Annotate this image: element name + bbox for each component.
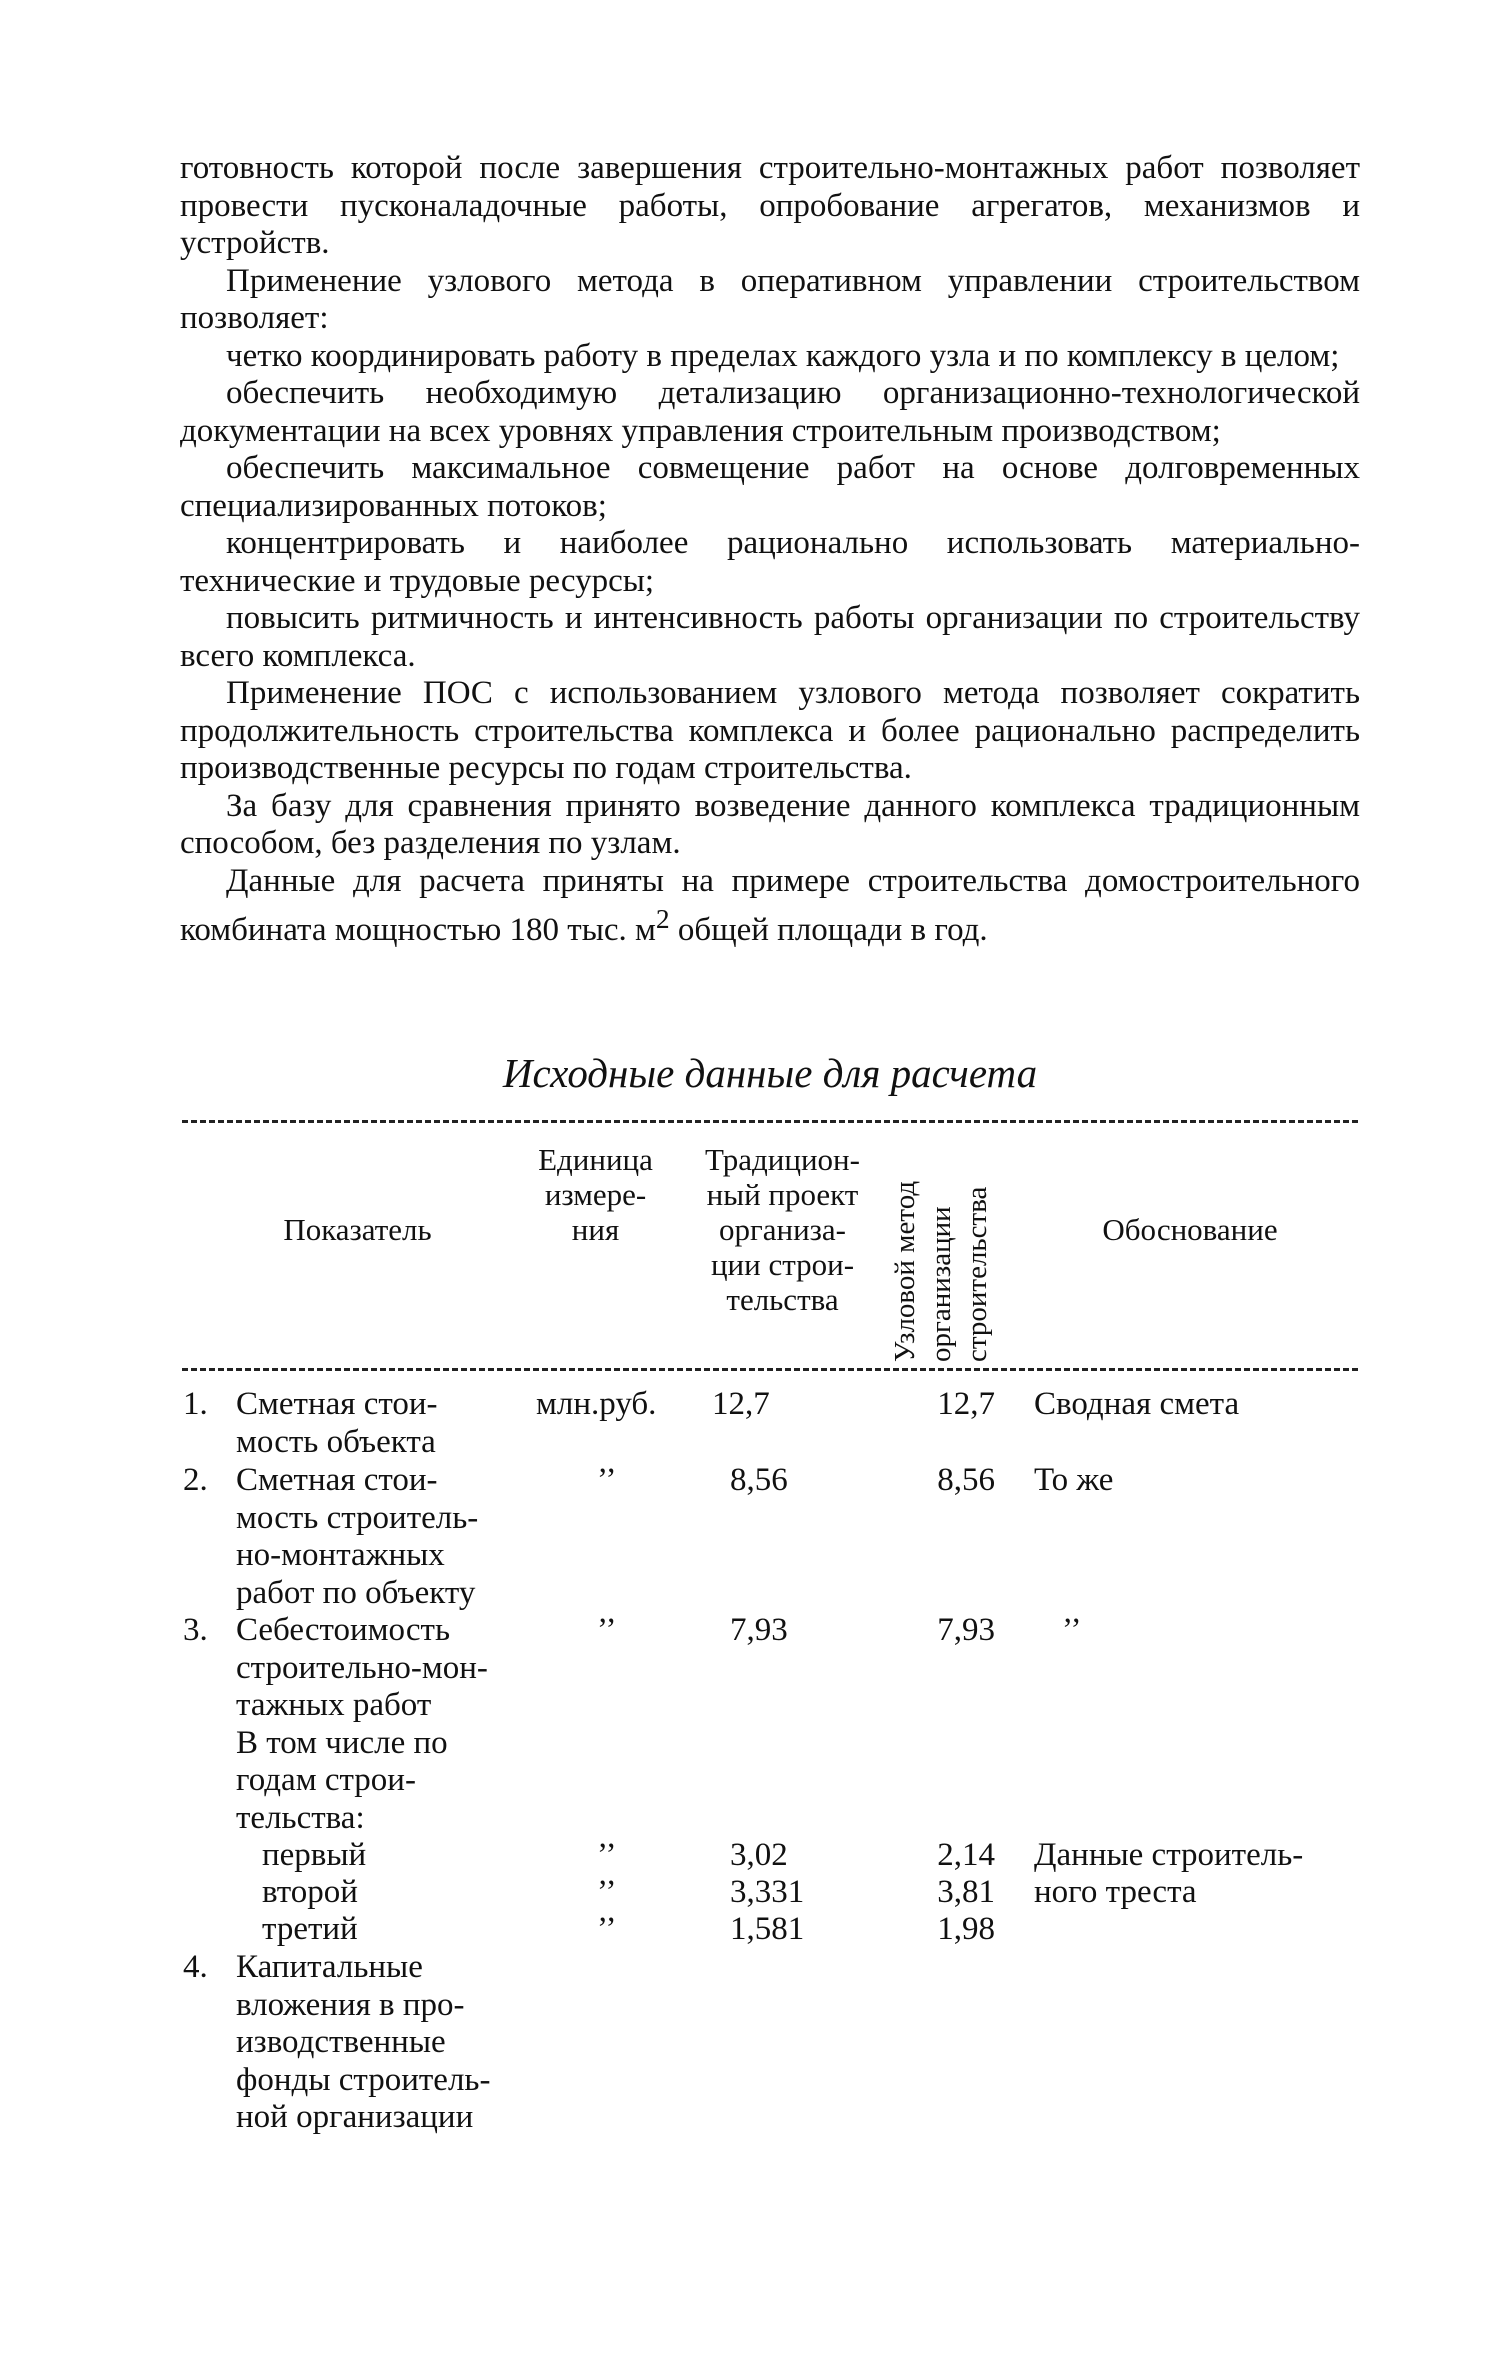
row-label: первый (262, 1837, 367, 1873)
list-item: повысить ритмичность и интенсивность работы организации по строительству всего комплекса. (180, 600, 1360, 674)
header-indicator: Показатель (283, 1212, 432, 1247)
header-basis: Обоснование (1102, 1212, 1278, 1247)
row-unit: ’’ (597, 1837, 617, 1873)
row-basis: Сводная смета (1034, 1386, 1240, 1422)
table-rule-top (182, 1120, 1358, 1123)
label-line: работ по объекту (236, 1574, 476, 1611)
row-traditional: 1,581 (730, 1911, 805, 1947)
label-line: ной организации (236, 2099, 474, 2135)
row-traditional: 8,56 (730, 1462, 788, 1498)
header-line: Единица (538, 1142, 653, 1177)
list-item: обеспечить необходимую детализацию организационно-технологической документации на всех уровнях управления строительным производством; (180, 375, 1360, 449)
row-unit: ’’ (597, 1911, 617, 1947)
table-rule-header (182, 1368, 1358, 1371)
label-line: мость объекта (236, 1423, 436, 1460)
paragraph: За базу для сравнения принято возведение данного комплекса традиционным способом, без разделения по узлам. (180, 787, 1360, 861)
text: Данные для расчета приняты на примере строительства домостроительного комбината мощностью 180 тыс. м (180, 862, 1360, 948)
label-line: вложения в про- (236, 1986, 465, 2023)
label-line: Себестоимость (236, 1612, 451, 1648)
row-label (236, 1386, 437, 1461)
row-traditional: 7,93 (730, 1612, 788, 1648)
row-unit: ’’ (597, 1874, 617, 1910)
label-line: тажных работ (236, 1687, 432, 1723)
header-nodal-line: организации (925, 1206, 957, 1362)
row-nodal: 1,98 (937, 1911, 995, 1947)
row-number: 4. (183, 1949, 208, 1985)
label-line: фонды строитель- (236, 2061, 491, 2098)
row-nodal: 8,56 (937, 1462, 995, 1498)
label-line: но-монтажных (236, 1537, 445, 1573)
label-line: Сметная стои- (236, 1386, 438, 1422)
header-traditional (690, 1142, 875, 1317)
header-line: ния (571, 1212, 620, 1247)
label-line: Капитальные (236, 1949, 423, 1985)
text: общей площади в год. (669, 912, 988, 948)
header-line: организа- (719, 1212, 846, 1247)
header-line: ции строи- (710, 1247, 855, 1282)
row-traditional: 12,7 (712, 1386, 770, 1422)
label-line: годам строи- (236, 1762, 416, 1798)
header-line: ный проект (706, 1177, 859, 1212)
list-item: обеспечить максимальное совмещение работ на основе долговременных специализированных потоков; (180, 450, 1360, 524)
row-basis: То же (1034, 1462, 1114, 1498)
label-line: строительно-мон- (236, 1649, 488, 1686)
label-line: В том числе по (236, 1724, 448, 1761)
list-item: концентрировать и наиболее рационально использовать материально-технические и трудовые ресурсы; (180, 525, 1360, 599)
row-number: 3. (183, 1612, 208, 1648)
paragraph: Применение ПОС с использованием узлового метода позволяет сократить продолжительность строительства комплекса и более рационально распределить производственные ресурсы по годам строительства. (180, 675, 1360, 786)
row-label (236, 1949, 490, 2137)
row-nodal: 3,81 (937, 1874, 995, 1910)
header-nodal-line: строительства (961, 1186, 993, 1362)
row-label (236, 1612, 488, 1837)
row-unit: млн.руб. (536, 1386, 657, 1422)
row-number: 1. (183, 1386, 208, 1422)
row-nodal: 12,7 (937, 1386, 995, 1422)
row-basis: ’’ (1062, 1612, 1082, 1648)
row-basis: ного треста (1034, 1874, 1197, 1910)
row-unit: ’’ (597, 1612, 617, 1648)
label-line: мость строитель- (236, 1499, 479, 1536)
paragraph: Применение узлового метода в оперативном управлении строительством позволяет: (180, 262, 1360, 336)
label-line: Сметная стои- (236, 1462, 438, 1498)
list-item: четко координировать работу в пределах каждого узла и по комплексу в целом; (226, 337, 1340, 374)
header-line: Традицион- (705, 1142, 860, 1177)
row-unit: ’’ (597, 1462, 617, 1498)
row-nodal: 7,93 (937, 1612, 995, 1648)
paragraph-last (180, 863, 1360, 950)
header-line: измере- (544, 1177, 647, 1212)
row-traditional: 3,331 (730, 1874, 805, 1910)
table-caption: Исходные данные для расчета (502, 1050, 1038, 1096)
body-text (180, 150, 1360, 950)
label-line: изводственные (236, 2024, 446, 2060)
row-basis: Данные строитель- (1034, 1837, 1304, 1873)
row-traditional: 3,02 (730, 1837, 788, 1873)
paragraph: готовность которой после завершения строительно-монтажных работ позволяет провести пусконаладочные работы, опробование агрегатов, механизмов и устройств. (180, 150, 1360, 261)
header-unit (528, 1142, 663, 1247)
row-nodal: 2,14 (937, 1837, 995, 1873)
row-number: 2. (183, 1462, 208, 1498)
row-label (236, 1462, 478, 1612)
label-line: тельства: (236, 1799, 365, 1836)
header-line: тельства (726, 1282, 839, 1317)
row-label: третий (262, 1911, 358, 1947)
row-label: второй (262, 1874, 358, 1910)
superscript: 2 (655, 903, 670, 934)
header-nodal-line: Узловой метод (889, 1180, 921, 1362)
